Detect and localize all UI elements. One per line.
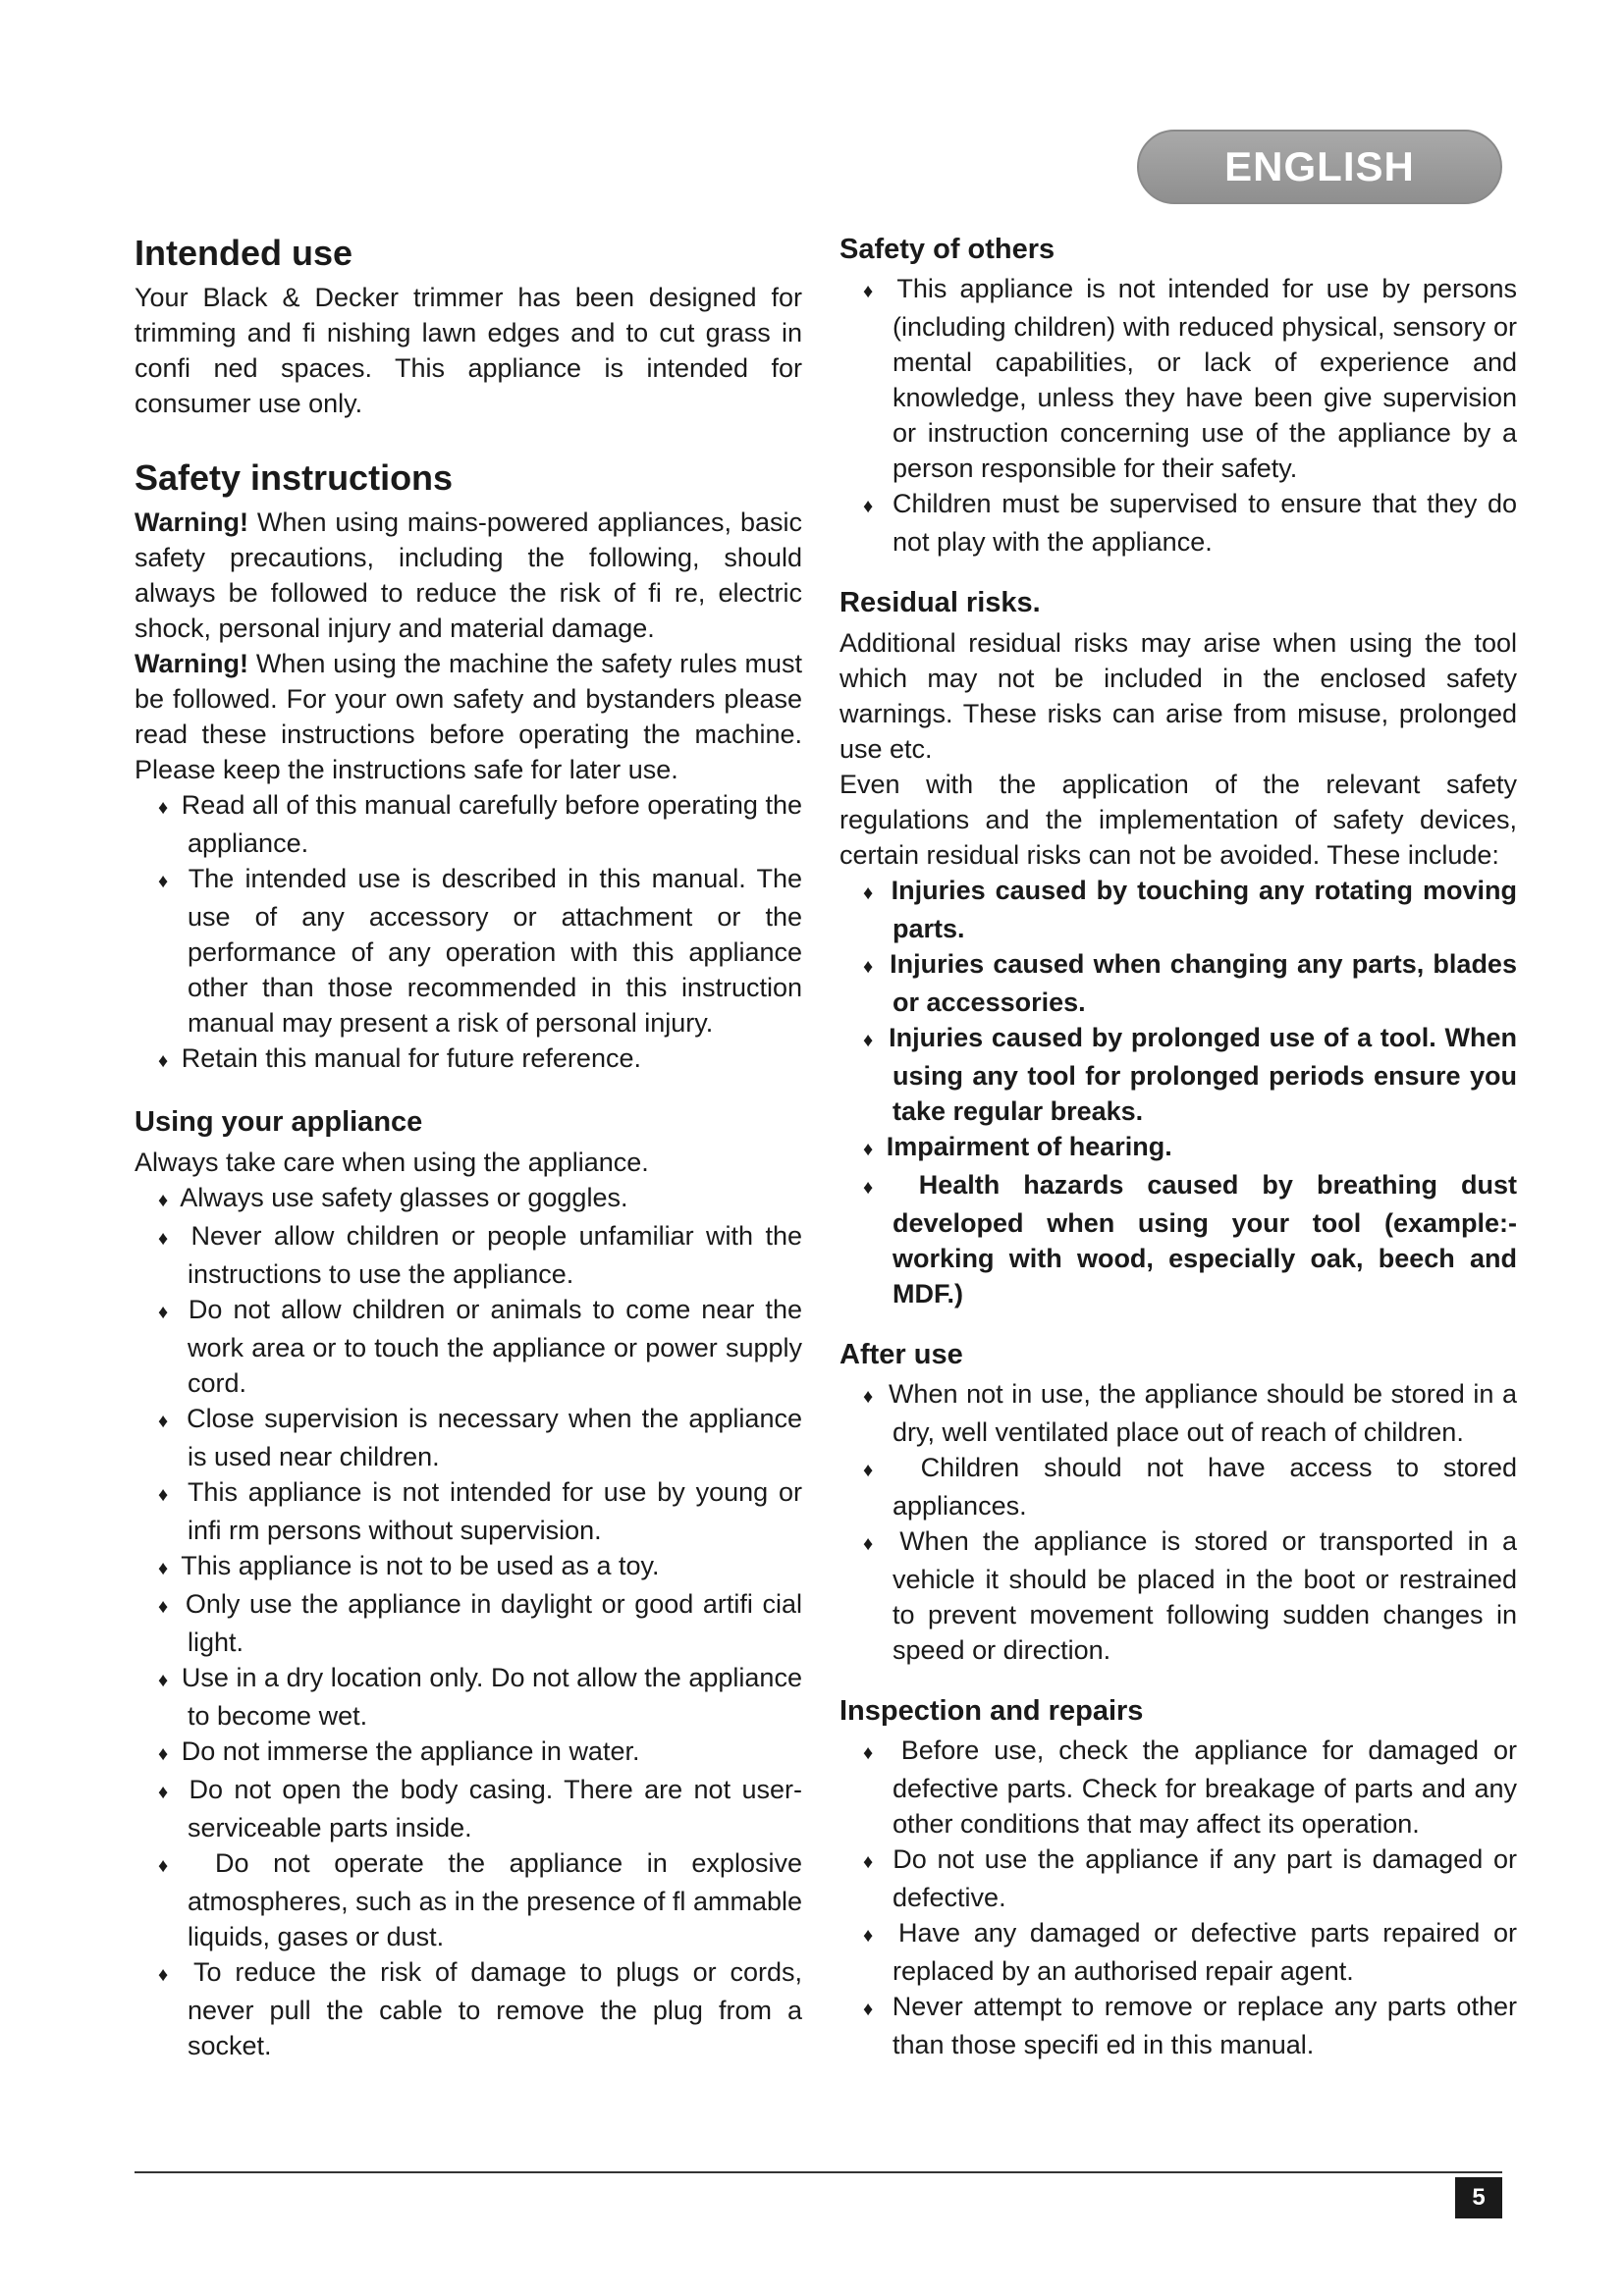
safety-warning-1 (135, 505, 802, 646)
bullet-diamond-icon: ♦ (863, 496, 877, 518)
list-item-text: Impairment of hearing. (886, 1131, 1172, 1161)
safety-warning-2 (135, 646, 802, 787)
list-item-text: Children must be supervised to ensure that they do not play with the appliance. (893, 489, 1517, 558)
bullet-diamond-icon: ♦ (158, 1301, 172, 1323)
residual-risks-text-2: Even with the application of the relevant safety regulations and the implementation of safety devices, certain residual risks can not be avoided. These include: (839, 769, 1517, 870)
bullet-diamond-icon: ♦ (158, 1410, 171, 1432)
list-item-text: Injuries caused by prolonged use of a tool. When using any tool for prolonged periods ensure you take regular breaks. (889, 1022, 1517, 1126)
bullet-diamond-icon: ♦ (158, 797, 169, 820)
list-item-text: Injuries caused when changing any parts, blades or accessories. (890, 948, 1517, 1017)
using-appliance-intro: Always take care when using the appliance. (135, 1147, 649, 1177)
using-appliance-list (135, 1180, 802, 2063)
after-use-heading: After use (839, 1338, 963, 1370)
safety-instructions-heading: Safety instructions (135, 457, 454, 499)
list-item-text: Injuries caused by touching any rotating moving parts. (891, 875, 1517, 943)
residual-risks-list (839, 873, 1517, 1311)
list-item-text: Do not immerse the appliance in water. (181, 1735, 640, 1766)
bullet-diamond-icon: ♦ (158, 1557, 169, 1579)
list-item-text: The intended use is described in this manual. The use of any accessory or attachment or the performance of any operation with this appliance other than those recommended in this instruction manual may present a risk of personal injury. (188, 864, 803, 1039)
list-item-text: Close supervision is necessary when the appliance is used near children. (187, 1403, 802, 1471)
inspection-repairs-list (839, 1733, 1517, 2062)
list-item-text: Health hazards caused by breathing dust developed when using your tool (example:- working with wood, especially oak, beech and MDF.) (893, 1169, 1517, 1308)
bullet-diamond-icon: ♦ (863, 1851, 877, 1873)
bullet-diamond-icon: ♦ (158, 871, 172, 893)
list-item (135, 1401, 802, 1474)
list-item-text: Use in a dry location only. Do not allow the appliance to become wet. (181, 1662, 802, 1731)
list-item (135, 861, 802, 1041)
list-item (135, 1548, 802, 1586)
warning-text: When using the machine the safety rules must be followed. For your own safety and bystanders please read these instructions before operating the machine. Please keep the instructions safe for later use. (135, 649, 802, 785)
list-item (135, 1660, 802, 1734)
list-item (135, 1218, 802, 1292)
list-item (839, 1450, 1517, 1523)
list-item (135, 1734, 802, 1772)
bullet-diamond-icon: ♦ (158, 1742, 169, 1765)
page-number: 5 (1455, 2177, 1502, 2218)
list-item (839, 1523, 1517, 1668)
list-item (135, 1180, 802, 1218)
list-item-text: This appliance is not intended for use by persons (including children) with reduced physical, sensory or mental capabilities, or lack of experience and knowledge, unless they have been give supervision or instruction concerning use of the appliance by a person responsible for their safety. (893, 274, 1517, 484)
bullet-diamond-icon: ♦ (863, 955, 875, 978)
list-item (839, 1376, 1517, 1450)
safety-of-others-heading: Safety of others (839, 234, 1056, 265)
bullet-diamond-icon: ♦ (863, 1385, 875, 1408)
list-item (839, 1167, 1517, 1311)
language-tab-english: ENGLISH (1137, 130, 1502, 204)
warning-label: Warning! (135, 507, 248, 538)
warning-text: When using mains-powered appliances, basic safety precautions, including the following, should always be followed to reduce the risk of fi re, electric shock, personal injury and material damage. (135, 507, 802, 644)
list-item-text: Never allow children or people unfamiliar with the instructions to use the appliance. (188, 1220, 802, 1289)
list-item (839, 1915, 1517, 1989)
list-item (839, 1842, 1517, 1915)
list-item-text: This appliance is not to be used as a toy. (181, 1550, 660, 1580)
left-column (135, 232, 802, 2063)
list-item (135, 1772, 802, 1845)
bullet-diamond-icon: ♦ (158, 1050, 169, 1073)
inspection-repairs-heading: Inspection and repairs (839, 1694, 1144, 1727)
list-item (135, 1586, 802, 1660)
list-item (839, 946, 1517, 1020)
bullet-diamond-icon: ♦ (863, 1029, 875, 1051)
bullet-diamond-icon: ♦ (158, 1669, 169, 1691)
intended-use-text: Your Black & Decker trimmer has been designed for trimming and fi nishing lawn edges and to cut grass in confi ned spaces. This appliance is intended for consumer use only. (135, 283, 802, 419)
list-item-text: Retain this manual for future reference. (181, 1043, 641, 1074)
list-item (839, 1129, 1517, 1167)
list-item-text: Children should not have access to stored appliances. (893, 1452, 1517, 1521)
list-item-text: To reduce the risk of damage to plugs or cords, never pull the cable to remove the plug from a socket. (188, 1956, 802, 2060)
list-item-text: Before use, check the appliance for damaged or defective parts. Check for breakage of parts and any other conditions that may affect its operation. (893, 1735, 1517, 1839)
bullet-diamond-icon: ♦ (863, 1999, 877, 2020)
bullet-diamond-icon: ♦ (158, 1189, 169, 1211)
list-item (839, 1989, 1517, 2062)
warning-label: Warning! (135, 649, 248, 679)
bullet-diamond-icon: ♦ (863, 1459, 891, 1481)
bullet-diamond-icon: ♦ (863, 1742, 881, 1764)
list-item-text: When the appliance is stored or transported in a vehicle it should be placed in the boot or restrained to prevent movement following sudden changes in speed or direction. (893, 1525, 1517, 1665)
bullet-diamond-icon: ♦ (158, 1595, 171, 1618)
bullet-diamond-icon: ♦ (863, 281, 879, 303)
list-item (839, 1020, 1517, 1129)
bullet-diamond-icon: ♦ (863, 1138, 874, 1160)
list-item-text: When not in use, the appliance should be stored in a dry, well ventilated place out of reach of children. (888, 1378, 1517, 1447)
list-item (839, 873, 1517, 946)
safety-of-others-list (839, 271, 1517, 560)
list-item-text: Do not use the appliance if any part is damaged or defective. (893, 1844, 1517, 1912)
bullet-diamond-icon: ♦ (158, 1854, 186, 1877)
bullet-diamond-icon: ♦ (158, 1483, 172, 1506)
list-item-text: Always use safety glasses or goggles. (180, 1182, 628, 1212)
list-item-text: This appliance is not intended for use by young or infi rm persons without supervision. (187, 1476, 802, 1545)
safety-list (135, 787, 802, 1079)
list-item-text: Do not operate the appliance in explosive atmospheres, such as in the presence of fl ammable liquids, gases or dust. (188, 1847, 802, 1951)
residual-risks-heading: Residual risks. (839, 587, 1041, 619)
intended-use-heading: Intended use (135, 233, 353, 273)
bullet-diamond-icon: ♦ (158, 1781, 173, 1803)
residual-risks-text-1: Additional residual risks may arise when using the tool which may not be included in the enclosed safety warnings. These risks can arise from misuse, prolonged use etc. (839, 627, 1517, 764)
list-item (135, 1292, 802, 1401)
list-item (135, 1041, 802, 1079)
footer-divider (135, 2171, 1502, 2173)
list-item-text: Read all of this manual carefully before operating the appliance. (181, 790, 802, 859)
bullet-diamond-icon: ♦ (863, 1532, 880, 1555)
list-item-text: Only use the appliance in daylight or good artifi cial light. (185, 1588, 802, 1657)
list-item-text: Never attempt to remove or replace any parts other than those specifi ed in this manual. (892, 1992, 1517, 2059)
list-item-text: Do not open the body casing. There are not user-serviceable parts inside. (188, 1774, 802, 1842)
bullet-diamond-icon: ♦ (863, 1925, 880, 1947)
list-item (135, 1954, 802, 2063)
bullet-diamond-icon: ♦ (863, 1176, 890, 1199)
list-item (135, 787, 802, 861)
bullet-diamond-icon: ♦ (158, 1227, 174, 1250)
bullet-diamond-icon: ♦ (158, 1963, 175, 1986)
list-item-text: Do not allow children or animals to come near the work area or to touch the appliance or power supply cord. (188, 1294, 802, 1398)
list-item (839, 271, 1517, 486)
list-item (135, 1845, 802, 1954)
after-use-list (839, 1376, 1517, 1668)
list-item-text: Have any damaged or defective parts repaired or replaced by an authorised repair agent. (893, 1918, 1517, 1986)
bullet-diamond-icon: ♦ (863, 881, 876, 904)
using-appliance-heading: Using your appliance (135, 1106, 423, 1139)
list-item (839, 486, 1517, 560)
list-item (839, 1733, 1517, 1842)
right-column (839, 232, 1517, 2062)
list-item (135, 1474, 802, 1548)
